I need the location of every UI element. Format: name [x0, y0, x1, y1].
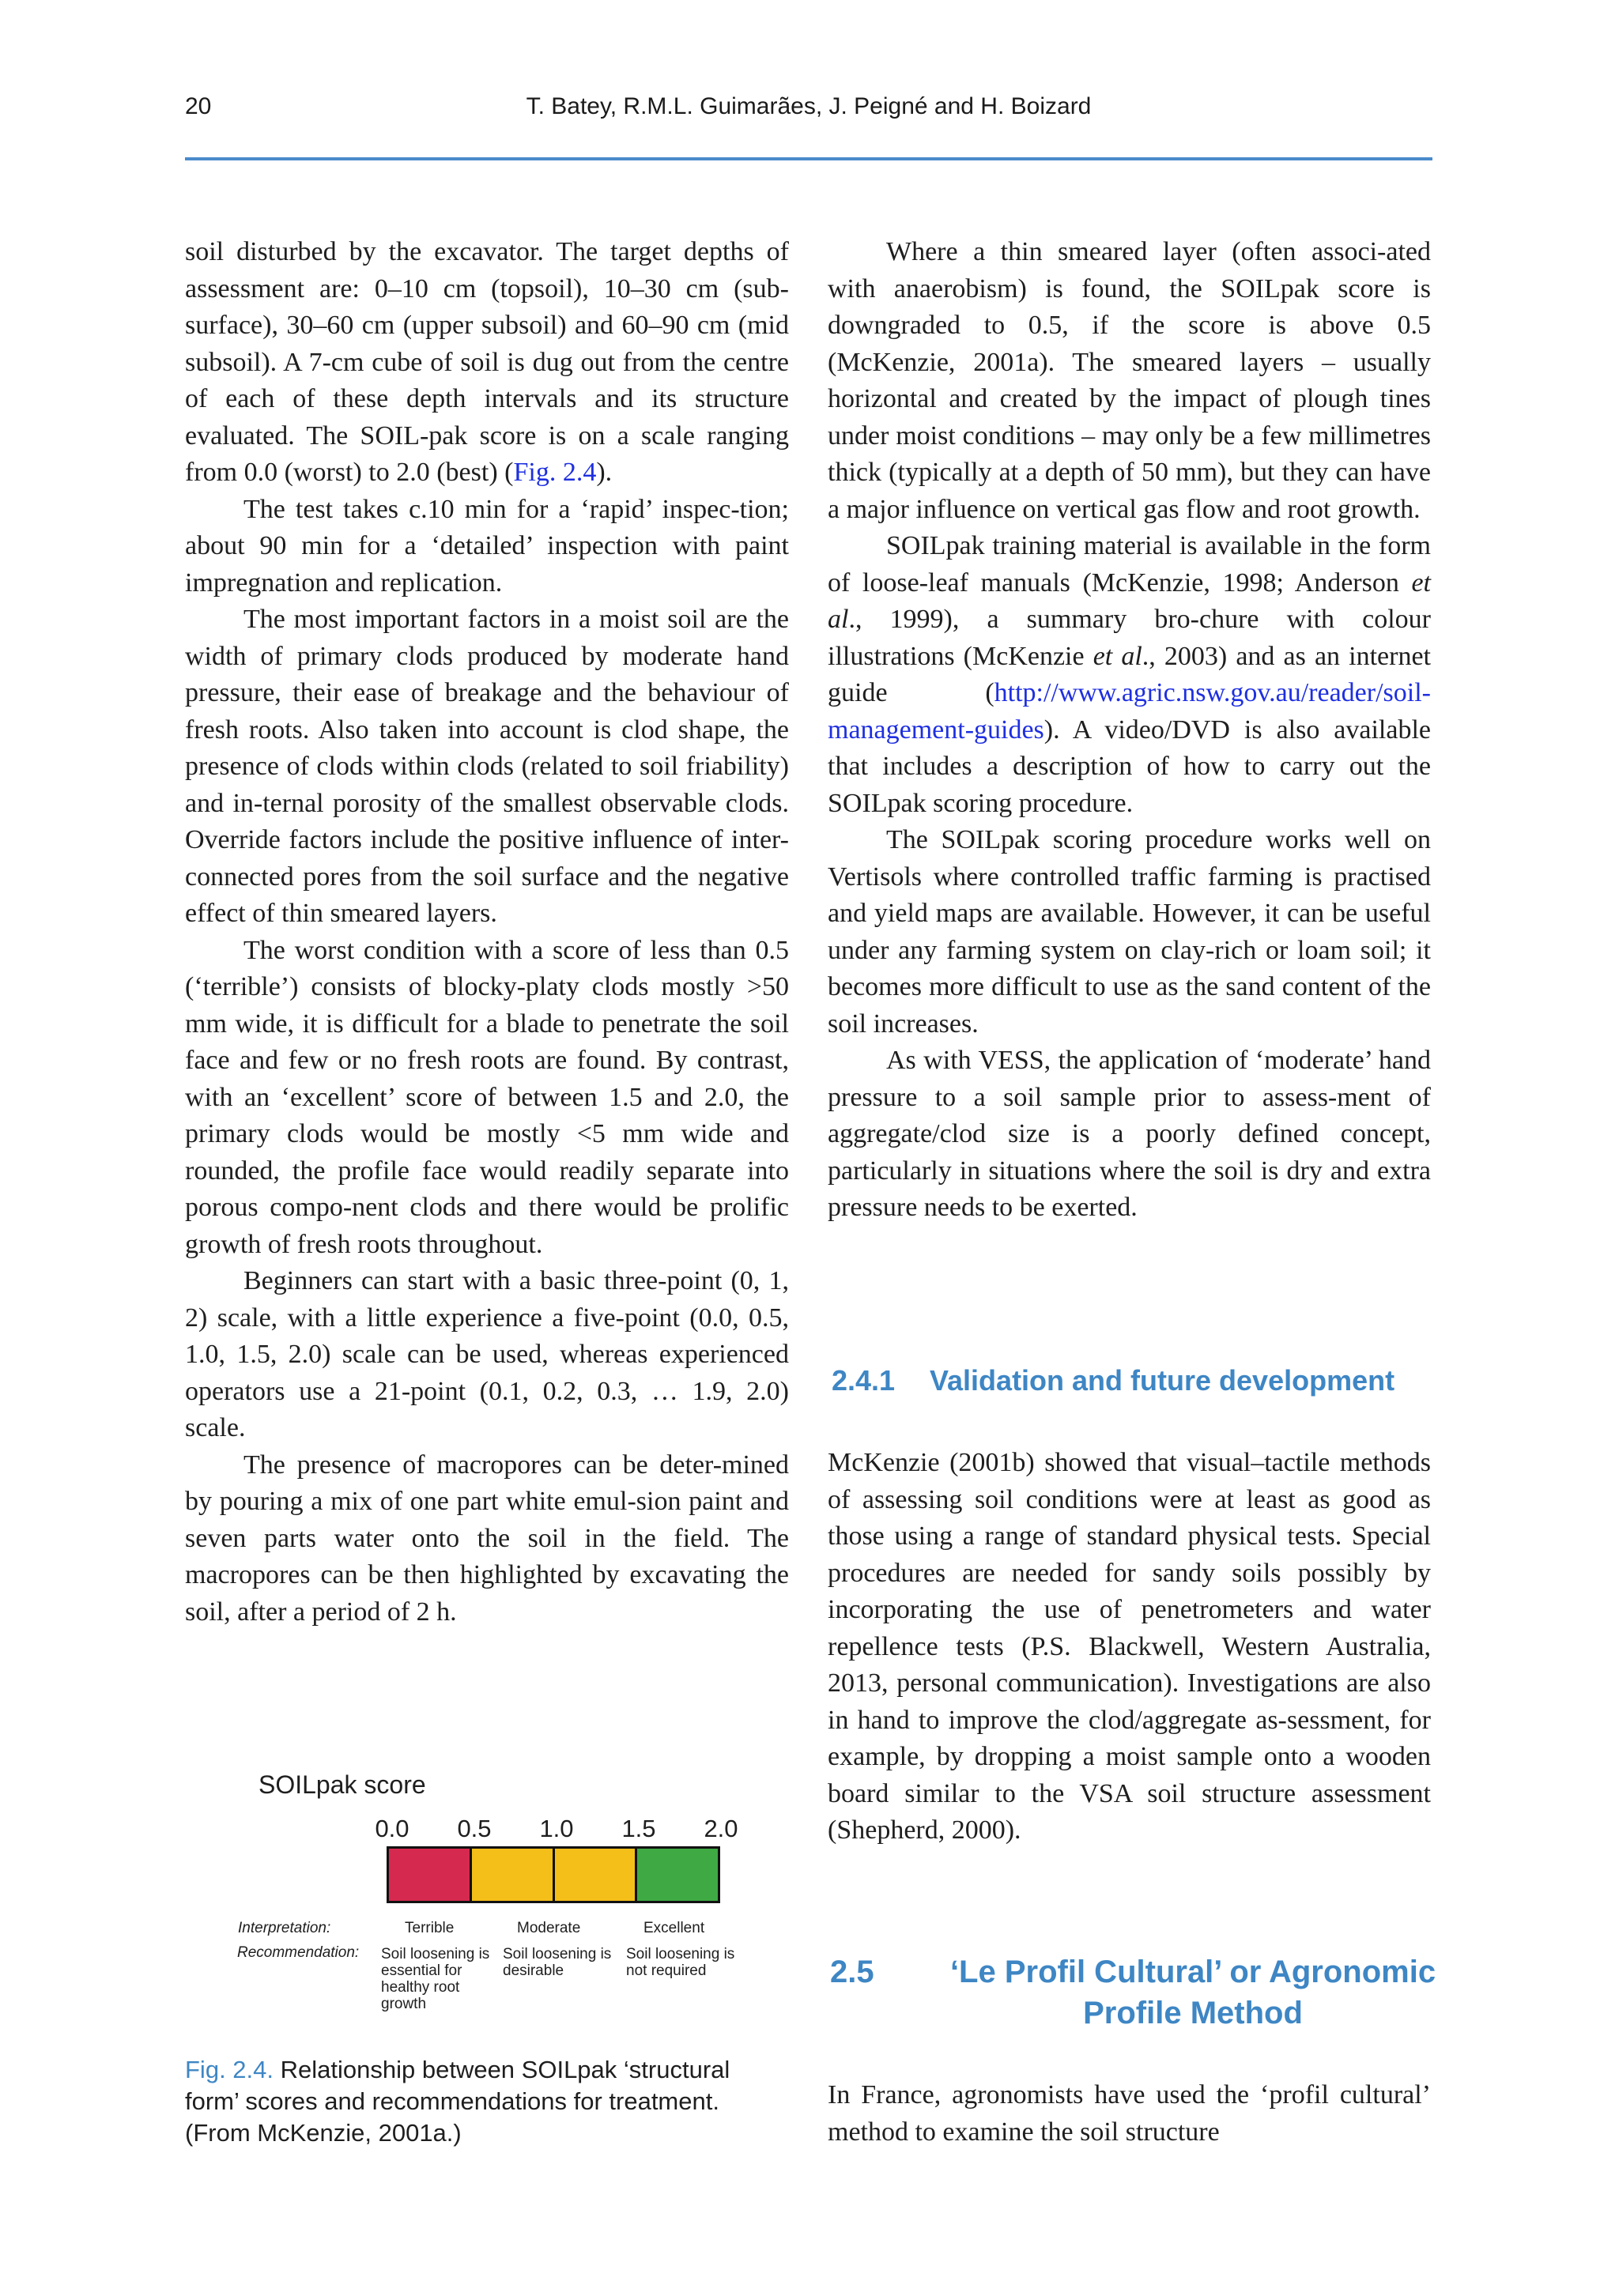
paragraph: The SOILpak scoring procedure works well on Vertisols where controlled traffic farming is practised and yield maps are available. However, it can be useful under any farming system on clay-rich or loam soil; it becomes more difficult to use as the sand content of the soil increases.: [828, 825, 1431, 1039]
interpretation-label: Interpretation:: [238, 1920, 331, 1936]
running-header: [185, 93, 1432, 141]
scale-tick: 0.5: [457, 1815, 492, 1842]
header-rule: [185, 157, 1432, 160]
paragraph: Beginners can start with a basic three-point (0, 1, 2) scale, with a little experience a five-point (0.0, 0.5, 1.0, 1.5, 2.0) scale can be used, whereas experienced operators use a 21-point (0.1, 0.2, 0.3, … 1.9, 2.0) scale.: [185, 1266, 789, 1442]
paragraph: The presence of macropores can be deter-mined by pouring a mix of one part white emul-sion paint and seven parts water onto the soil in the field. The macropores can be then highlighted by excavating the soil, after a period of 2 h.: [185, 1450, 789, 1627]
figure-title: SOILpak score: [259, 1770, 426, 1799]
text: ., 2003) and as an internet guide (: [828, 641, 1431, 707]
text-italic: et al: [828, 567, 1431, 634]
section-number: 2.4.1: [832, 1364, 896, 1397]
figure-link[interactable]: Fig. 2.4: [513, 458, 597, 487]
right-column-bottom: [828, 2077, 1431, 2151]
paragraph: The most important factors in a moist soil are the width of primary clods produced by moderate hand pressure, their ease of breakage and the behaviour of fresh roots. Also taken into account is clod shape, the presence of clods within clods (related to soil friability) and in-ternal porosity of the smallest observable clods. Override factors include the positive influence of inter-connected pores from the soil surface and the negative effect of thin smeared layers.: [185, 605, 789, 928]
paragraph: As with VESS, the application of ‘moderate’ hand pressure to a soil sample prior to assess-ment of aggregate/clod size is a poorly defined concept, particularly in situations where the soil is dry and extra pressure needs to be exerted.: [828, 1046, 1431, 1222]
paragraph: Where a thin smeared layer (often associ-ated with anaerobism) is found, the SOILpak score is downgraded to 0.5, if the score is above 0.5 (McKenzie, 2001a). The smeared layers – usually horizontal and created by the impact of plough tines under moist conditions – may only be a few millimetres thick (typically at a depth of 50 mm), but they can have a major influence on vertical gas flow and root growth.: [828, 237, 1431, 524]
figure-2-4: [185, 1770, 789, 2276]
text: ., 1999), a summary bro-chure with colour illustrations (McKenzie: [828, 605, 1431, 671]
right-column-middle: [828, 1445, 1431, 1849]
text: soil disturbed by the excavator. The target depths of assessment are: 0–10 cm (topsoil), 10–30 cm (sub-surface), 30–60 cm (upper subsoil) and 60–90 cm (mid subsoil). A 7-cm cube of soil is dug out from the centre of each of these depth intervals and its structure evaluated. The SOIL-pak score is on a scale ranging from 0.0 (worst) to 2.0 (best) (: [185, 237, 789, 487]
left-column: [185, 234, 789, 1631]
recommendation-moderate: Soil loosening is desirable: [503, 1946, 612, 1979]
recommendation-terrible: Soil loosening is essential for healthy root growth: [381, 1946, 490, 2012]
text: SOILpak training material is available in the form of loose-leaf manuals (McKenzie, 1998; Anderson: [828, 531, 1431, 598]
paragraph: The test takes c.10 min for a ‘rapid’ inspec-tion; about 90 min for a ‘detailed’ inspection with paint impregnation and replication.: [185, 494, 789, 598]
scale-tick: 1.0: [539, 1815, 574, 1842]
scale-tick: 0.0: [375, 1815, 409, 1842]
right-column-top: [828, 234, 1431, 1227]
interpretation-moderate: Moderate: [517, 1920, 581, 1936]
section-heading-2-4-1: [832, 1364, 1440, 1397]
score-segment-moderate-high: [553, 1849, 636, 1901]
text-italic: et al: [1093, 641, 1142, 671]
section-title: ‘Le Profil Cultural’ or Agronomic Profile Method: [949, 1955, 1436, 2030]
url-link[interactable]: http://www.agric.nsw.gov.au/reader/soil-management-guides: [828, 678, 1431, 745]
interpretation-excellent: Excellent: [643, 1920, 705, 1936]
scale-tick: 2.0: [704, 1815, 738, 1842]
score-bar: [387, 1846, 720, 1903]
paragraph: [828, 528, 1431, 822]
score-segment-excellent: [635, 1849, 718, 1901]
score-segment-terrible: [389, 1849, 470, 1901]
paragraph: McKenzie (2001b) showed that visual–tactile methods of assessing soil conditions were at least as good as those using a range of standard physical tests. Special procedures are needed for sandy soils possibly by incorporating the use of penetrometers and water repellence tests (P.S. Blackwell, Western Australia, 2013, personal communication). Investigations are also in hand to improve the clod/aggregate as-sessment, for example, by dropping a moist sample onto a wooden board similar to the VSA soil structure assessment (Shepherd, 2000).: [828, 1448, 1431, 1845]
section-title: Validation and future development: [930, 1364, 1395, 1397]
recommendation-label: Recommendation:: [237, 1944, 360, 1961]
paragraph: The worst condition with a score of less than 0.5 (‘terrible’) consists of blocky-platy clods mostly >50 mm wide, it is difficult for a blade to penetrate the soil face and few or no fresh roots are found. By contrast, with an ‘excellent’ score of between 1.5 and 2.0, the primary clods would be mostly <5 mm wide and rounded, the profile face would readily separate into porous compo-nent clods and there would be prolific growth of fresh roots throughout.: [185, 935, 789, 1259]
paragraph: In France, agronomists have used the ‘profil cultural’ method to examine the soil structure: [828, 2080, 1431, 2147]
scale-tick: 1.5: [621, 1815, 656, 1842]
interpretation-terrible: Terrible: [405, 1920, 455, 1936]
text: ). A video/DVD is also available that includes a description of how to carry out the SOILpak scoring procedure.: [828, 714, 1431, 818]
text: ).: [596, 458, 613, 487]
figure-caption-label: Fig. 2.4.: [185, 2056, 274, 2083]
score-segment-moderate-low: [470, 1849, 553, 1901]
paragraph: [185, 234, 789, 492]
figure-caption: [185, 2054, 789, 2149]
figure-caption-text: Relationship between SOILpak ‘structural form’ scores and recommendations for treatment. (From McKenzie, 2001a.): [185, 2056, 730, 2147]
recommendation-excellent: Soil loosening is not required: [626, 1946, 735, 1979]
section-number: 2.5: [830, 1955, 874, 1989]
page-number: 20: [185, 93, 212, 119]
header-authors: T. Batey, R.M.L. Guimarães, J. Peigné and H. Boizard: [526, 93, 1092, 119]
